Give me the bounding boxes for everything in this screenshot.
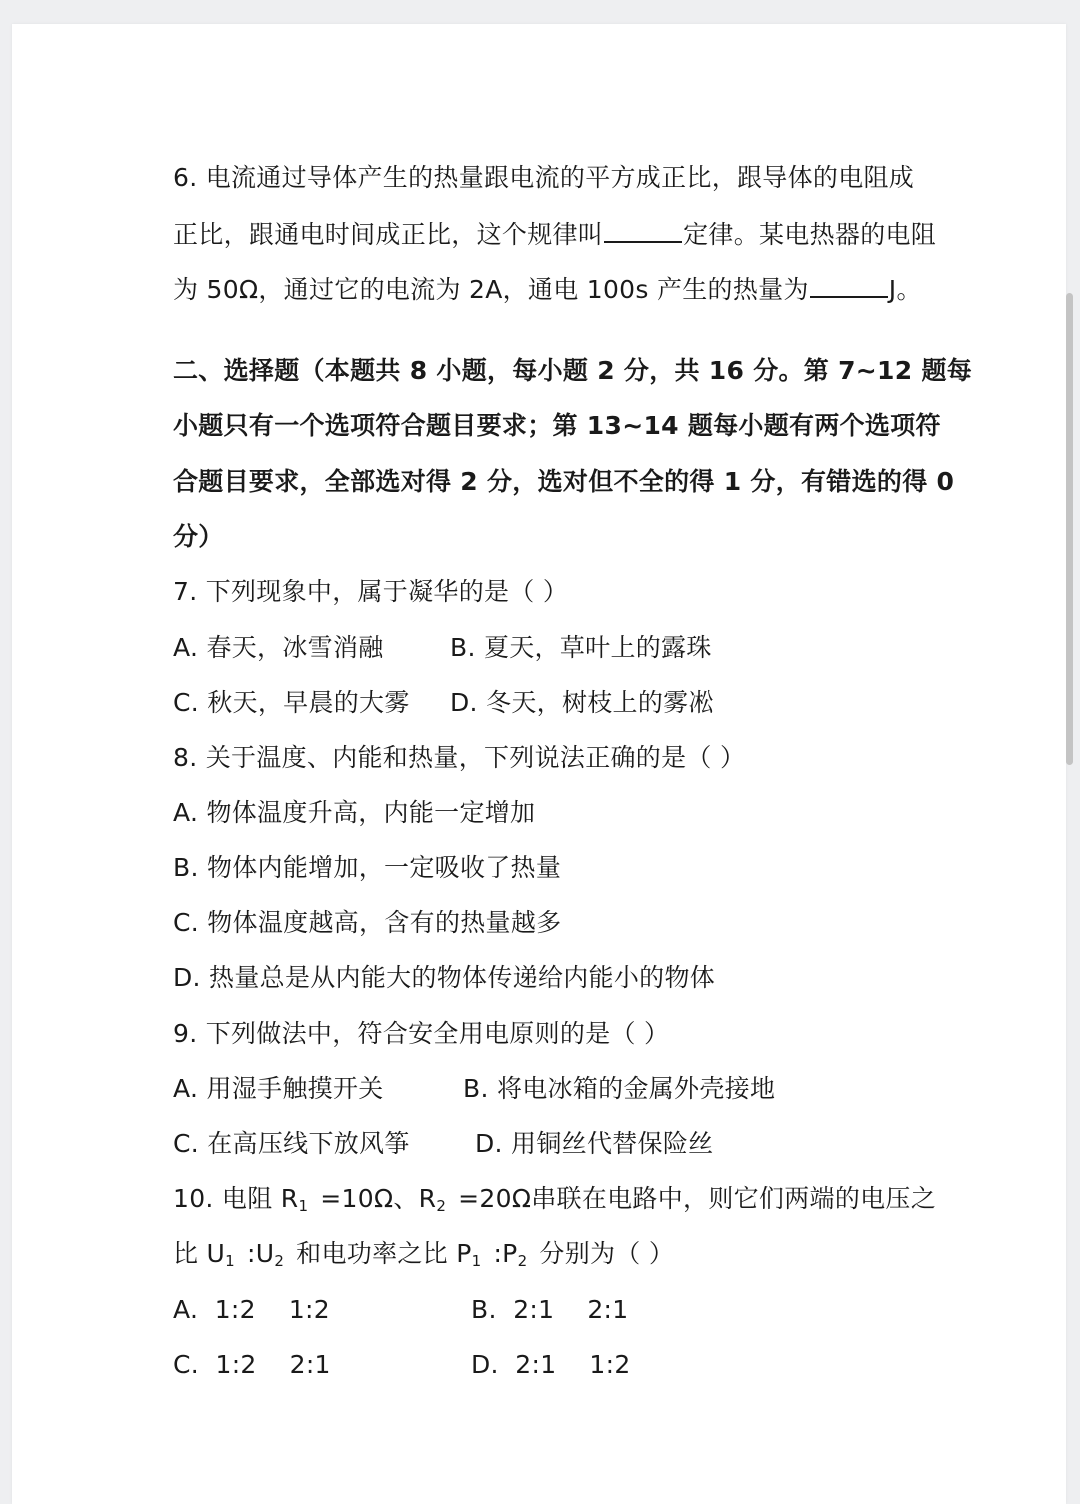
q10-stem-line-2 <box>173 1238 674 1277</box>
q7-options-row-2 <box>173 687 714 719</box>
q9-options-row-1 <box>173 1073 775 1105</box>
q10-text-b: =10Ω、R <box>320 1184 437 1213</box>
q10-stem-line-1 <box>173 1183 936 1222</box>
q7-option-b: B. 夏天，草叶上的露珠 <box>450 633 712 662</box>
q9-stem: 9. 下列做法中，符合安全用电原则的是（ ） <box>173 1019 670 1048</box>
q9-options-row-2 <box>173 1128 713 1160</box>
q10-text-a: 10. 电阻 R <box>173 1184 299 1213</box>
q8-option-d: D. 热量总是从内能大的物体传递给内能小的物体 <box>173 963 716 992</box>
q10-options-row-1 <box>173 1294 628 1326</box>
q10-sub-u1: 1 <box>225 1252 235 1270</box>
q10-text-h: 分别为（ ） <box>539 1239 675 1268</box>
q8-option-c: C. 物体温度越高，含有的热量越多 <box>173 908 562 937</box>
q6-line-2-text-a: 正比，跟通电时间成正比，这个规律叫 <box>173 220 604 249</box>
q9-option-c: C. 在高压线下放风筝 <box>173 1129 410 1158</box>
q10-text-f: 和电功率之比 P <box>296 1239 472 1268</box>
q10-sub-u2: 2 <box>274 1252 285 1270</box>
q10-text-e: :U <box>247 1239 275 1268</box>
q10-text-g: :P <box>493 1239 518 1268</box>
q7-option-d: D. 冬天，树枝上的雾凇 <box>450 688 714 717</box>
q10-option-b: B. 2:1 2:1 <box>471 1295 629 1324</box>
q10-sub-p1: 1 <box>471 1252 482 1270</box>
q6-line-1: 6. 电流通过导体产生的热量跟电流的平方成正比，跟导体的电阻成 <box>173 163 915 192</box>
q7-option-c: C. 秋天，早晨的大雾 <box>173 688 410 717</box>
q6-line-2-text-b: 定律。某电热器的电阻 <box>683 220 937 249</box>
q10-option-d: D. 2:1 1:2 <box>471 1350 631 1379</box>
q10-option-a: A. 1:2 1:2 <box>173 1295 330 1324</box>
q10-sub-p2: 2 <box>517 1252 528 1270</box>
q10-sub-r2: 2 <box>436 1197 447 1215</box>
q7-stem: 7. 下列现象中，属于凝华的是（ ） <box>173 577 569 606</box>
q9-option-b: B. 将电冰箱的金属外壳接地 <box>463 1074 776 1103</box>
q9-option-a: A. 用湿手触摸开关 <box>173 1074 384 1103</box>
section2-heading-line-1: 二、选择题（本题共 8 小题，每小题 2 分，共 16 分。第 7~12 题每 <box>173 356 973 385</box>
q10-text-d: 比 U <box>173 1239 226 1268</box>
q10-text-c: =20Ω串联在电路中，则它们两端的电压之 <box>458 1184 937 1213</box>
q10-sub-r1: 1 <box>298 1197 309 1215</box>
section2-heading-line-4: 分） <box>173 522 224 551</box>
q8-stem: 8. 关于温度、内能和热量，下列说法正确的是（ ） <box>173 743 746 772</box>
section2-heading-line-3: 合题目要求，全部选对得 2 分，选对但不全的得 1 分，有错选的得 0 <box>173 467 955 496</box>
q6-line-3-text-a: 为 50Ω，通过它的电流为 2A，通电 100s 产生的热量为 <box>173 275 809 304</box>
section2-heading-line-2: 小题只有一个选项符合题目要求；第 13~14 题每小题有两个选项符 <box>173 411 941 440</box>
vertical-scrollbar[interactable] <box>1066 293 1073 765</box>
q6-line-3-text-b: J。 <box>888 275 922 304</box>
q7-options-row-1 <box>173 632 712 664</box>
q10-options-row-2 <box>173 1349 631 1381</box>
q10-option-c: C. 1:2 2:1 <box>173 1350 331 1379</box>
q9-option-d: D. 用铜丝代替保险丝 <box>475 1129 714 1158</box>
q6-line-3 <box>173 272 922 306</box>
q6-blank-2 <box>810 272 888 298</box>
q7-option-a: A. 春天，冰雪消融 <box>173 633 384 662</box>
q8-option-a: A. 物体温度升高，内能一定增加 <box>173 798 536 827</box>
q6-blank-1 <box>604 217 682 243</box>
q8-option-b: B. 物体内能增加，一定吸收了热量 <box>173 853 562 882</box>
q6-line-2 <box>173 217 936 251</box>
